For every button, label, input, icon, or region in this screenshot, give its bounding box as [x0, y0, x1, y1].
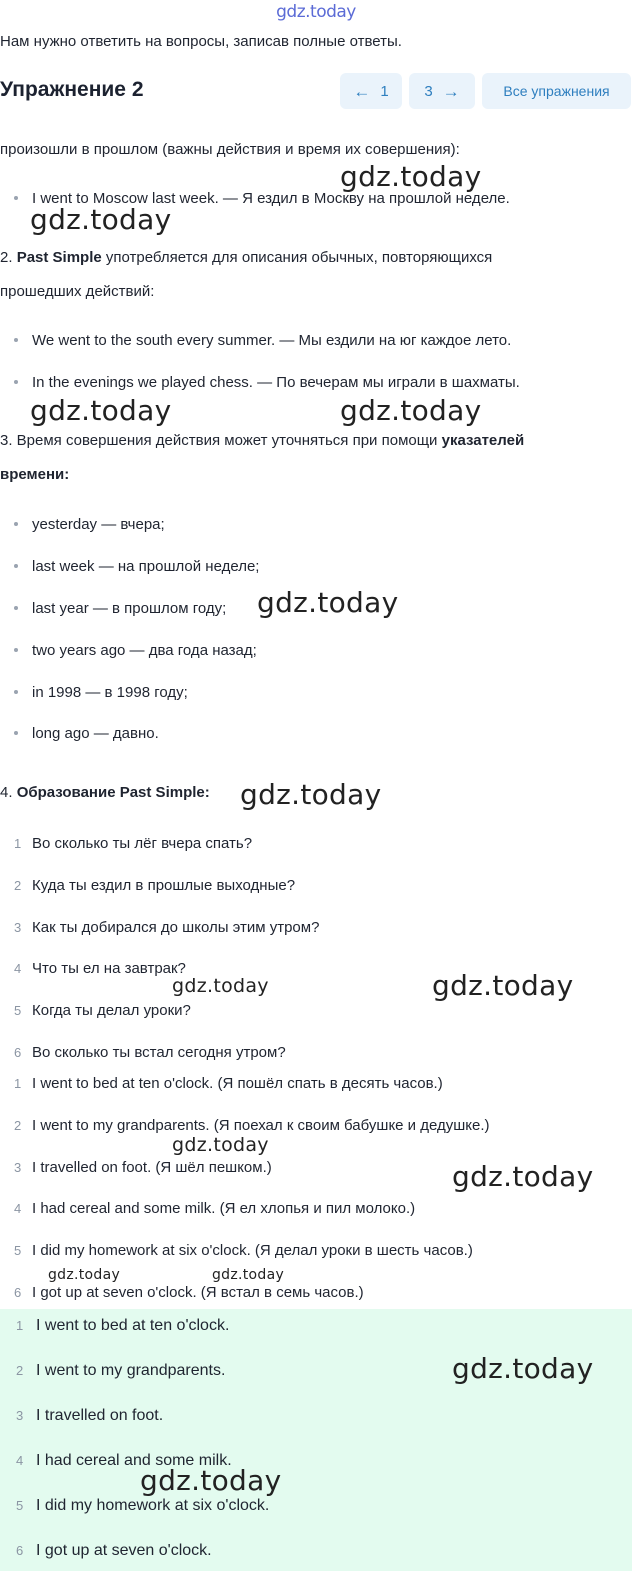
watermark: gdz.today	[172, 975, 269, 997]
answer-item	[14, 1242, 473, 1259]
answer-text: I did my homework at six o'clock. (Я делал уроки в шесть часов.)	[32, 1242, 473, 1259]
answer-text: I went to bed at ten o'clock. (Я пошёл спать в десять часов.)	[32, 1075, 443, 1092]
item-number: 5	[16, 1498, 24, 1513]
prev-exercise-label: 1	[380, 82, 389, 100]
answer-item	[14, 1200, 415, 1217]
question-text: Когда ты делал уроки?	[32, 1002, 191, 1019]
list-item	[14, 642, 257, 659]
term-bold: Образование Past Simple:	[16, 784, 210, 801]
final-answer-text: I got up at seven o'clock.	[36, 1542, 212, 1559]
page-title: Упражнение 2	[0, 78, 144, 101]
final-answer-text: I went to my grandparents.	[36, 1362, 226, 1379]
answer-text: I travelled on foot. (Я шёл пешком.)	[32, 1159, 272, 1176]
list-item-text: last year — в прошлом году;	[32, 600, 227, 617]
item-number: 4	[14, 961, 22, 976]
item-number: 4	[14, 1201, 22, 1216]
list-item-text: yesterday — вчера;	[32, 516, 165, 533]
list-item-text: two years ago — два года назад;	[32, 642, 257, 659]
term-bold: указателей	[441, 432, 525, 449]
paragraph-text: 3. Время совершения действия может уточняться при помощи	[0, 432, 442, 449]
theory-paragraph-3	[0, 431, 524, 451]
watermark: gdz.today	[452, 1352, 594, 1385]
theory-paragraph-2-cont: прошедших действий:	[0, 283, 155, 300]
list-item-text: in 1998 — в 1998 году;	[32, 684, 188, 701]
answer-item	[14, 1159, 272, 1176]
term-bold: времени:	[0, 466, 70, 483]
item-number: 2	[14, 1118, 22, 1133]
question-item	[14, 1044, 286, 1061]
list-item	[14, 374, 520, 391]
final-answer-text: I travelled on foot.	[36, 1407, 164, 1424]
answer-text: I got up at seven o'clock. (Я встал в семь часов.)	[32, 1284, 364, 1301]
watermark: gdz.today	[340, 394, 482, 427]
final-answer-text: I went to bed at ten o'clock.	[36, 1317, 230, 1334]
final-answer-item	[16, 1407, 163, 1425]
theory-paragraph-3-cont	[0, 465, 69, 485]
item-number: 2	[14, 878, 22, 893]
paragraph-number: 4.	[0, 784, 13, 801]
final-answer-text: I had cereal and some milk.	[36, 1452, 232, 1469]
list-item-text: last week — на прошлой неделе;	[32, 558, 260, 575]
all-exercises-button[interactable]	[482, 73, 631, 109]
bullet-icon	[14, 606, 18, 610]
final-answers-box	[0, 1309, 632, 1571]
answer-item	[14, 1117, 490, 1134]
bullet-icon	[14, 196, 18, 200]
bullet-icon	[14, 380, 18, 384]
site-logo[interactable]: gdz.today	[276, 2, 356, 22]
watermark: gdz.today	[432, 969, 574, 1002]
item-number: 1	[14, 1076, 22, 1091]
watermark: gdz.today	[240, 778, 382, 811]
question-item	[14, 919, 319, 936]
question-text: Куда ты ездил в прошлые выходные?	[32, 877, 296, 894]
item-number: 4	[16, 1453, 24, 1468]
final-answer-text: I did my homework at six o'clock.	[36, 1497, 270, 1514]
list-item	[14, 332, 511, 349]
list-item-text: I went to Moscow last week. — Я ездил в Москву на прошлой неделе.	[32, 190, 510, 207]
item-number: 3	[14, 920, 22, 935]
arrow-right-icon: →	[442, 81, 460, 101]
bullet-icon	[14, 648, 18, 652]
answer-text: I went to my grandparents. (Я поехал к своим бабушке и дедушке.)	[32, 1117, 490, 1134]
watermark: gdz.today	[48, 1267, 121, 1283]
list-item	[14, 516, 165, 533]
prev-exercise-button[interactable]	[340, 73, 402, 109]
question-item	[14, 960, 186, 977]
answer-item	[14, 1284, 364, 1301]
paragraph-number: 2.	[0, 249, 13, 266]
question-item	[14, 835, 252, 852]
arrow-left-icon: ←	[353, 81, 371, 101]
item-number: 6	[14, 1285, 22, 1300]
list-item	[14, 558, 259, 575]
item-number: 2	[16, 1363, 24, 1378]
theory-paragraph-2	[0, 248, 492, 268]
list-item-text: In the evenings we played chess. — По вечерам мы играли в шахматы.	[32, 374, 520, 391]
item-number: 1	[16, 1318, 24, 1333]
watermark: gdz.today	[140, 1464, 282, 1497]
final-answer-item	[16, 1362, 225, 1380]
question-item	[14, 1002, 191, 1019]
bullet-icon	[14, 522, 18, 526]
question-item	[14, 877, 295, 894]
question-text: Как ты добирался до школы этим утром?	[32, 919, 320, 936]
item-number: 3	[16, 1408, 24, 1423]
theory-paragraph-1: произошли в прошлом (важны действия и время их совершения):	[0, 141, 460, 158]
term-bold: Past Simple	[16, 249, 102, 266]
intro-text: Нам нужно ответить на вопросы, записав полные ответы.	[0, 33, 402, 50]
next-exercise-button[interactable]	[409, 73, 475, 109]
answer-text: I had cereal and some milk. (Я ел хлопья и пил молоко.)	[32, 1200, 416, 1217]
final-answer-item	[16, 1497, 269, 1515]
all-exercises-label: Все упражнения	[503, 83, 610, 99]
question-text: Что ты ел на завтрак?	[32, 960, 186, 977]
list-item	[14, 684, 188, 701]
item-number: 3	[14, 1160, 22, 1175]
watermark: gdz.today	[257, 586, 399, 619]
watermark: gdz.today	[452, 1160, 594, 1193]
list-item-text: long ago — давно.	[32, 725, 159, 742]
item-number: 5	[14, 1003, 22, 1018]
watermark: gdz.today	[30, 394, 172, 427]
item-number: 6	[16, 1543, 24, 1558]
list-item-text: We went to the south every summer. — Мы ездили на юг каждое лето.	[32, 332, 512, 349]
answer-item	[14, 1075, 443, 1092]
bullet-icon	[14, 690, 18, 694]
question-text: Во сколько ты встал сегодня утром?	[32, 1044, 286, 1061]
bullet-icon	[14, 338, 18, 342]
item-number: 5	[14, 1243, 22, 1258]
final-answer-item	[16, 1317, 229, 1335]
watermark: gdz.today	[212, 1267, 285, 1283]
bullet-icon	[14, 731, 18, 735]
paragraph-text: употребляется для описания обычных, повторяющихся	[101, 249, 493, 266]
watermark: gdz.today	[172, 1134, 269, 1156]
item-number: 1	[14, 836, 22, 851]
next-exercise-label: 3	[424, 82, 433, 100]
list-item	[14, 725, 159, 742]
question-text: Во сколько ты лёг вчера спать?	[32, 835, 253, 852]
watermark: gdz.today	[30, 203, 172, 236]
item-number: 6	[14, 1045, 22, 1060]
bullet-icon	[14, 564, 18, 568]
watermark: gdz.today	[340, 160, 482, 193]
theory-paragraph-4	[0, 783, 210, 803]
list-item	[14, 600, 226, 617]
final-answer-item	[16, 1542, 212, 1560]
